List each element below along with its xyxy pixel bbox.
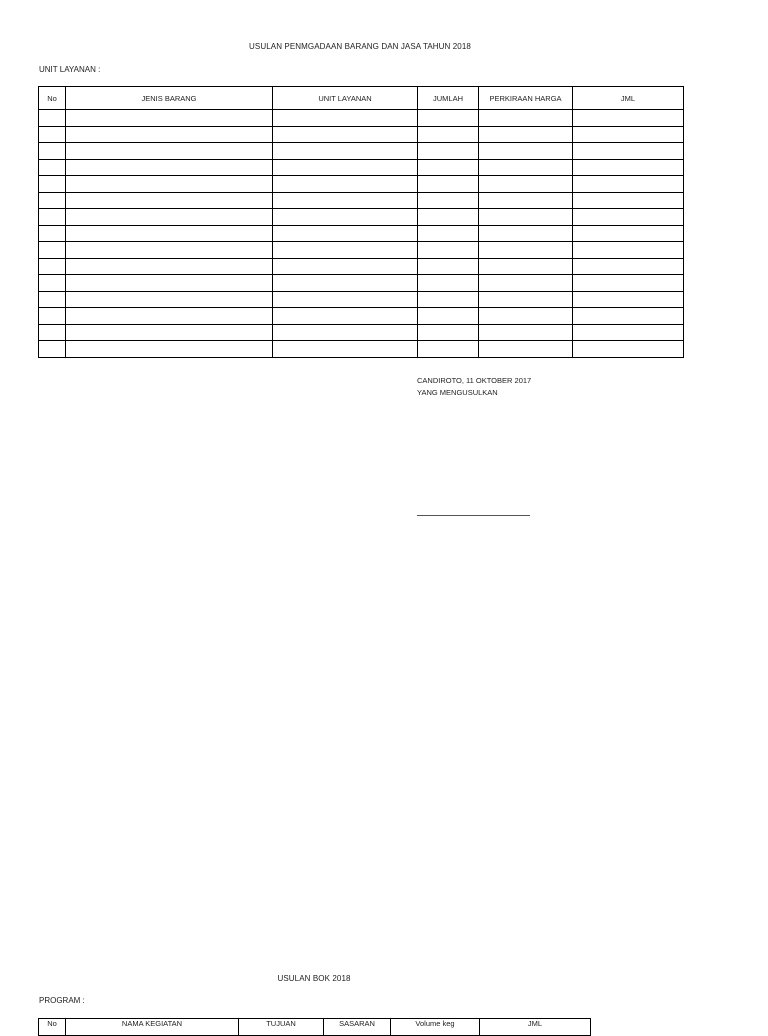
table-cell <box>418 242 479 259</box>
table-cell <box>418 308 479 325</box>
table-cell <box>418 159 479 176</box>
table-row <box>39 209 684 226</box>
header-jml: JML <box>480 1019 591 1036</box>
table-cell <box>66 275 273 292</box>
table-cell <box>273 159 418 176</box>
table-cell <box>66 209 273 226</box>
table-cell <box>479 275 573 292</box>
table-cell <box>418 143 479 160</box>
table-cell <box>573 159 684 176</box>
table-row <box>39 110 684 127</box>
table-cell <box>273 110 418 127</box>
table-row <box>39 126 684 143</box>
table-cell <box>66 143 273 160</box>
table-cell <box>39 209 66 226</box>
table-cell <box>573 192 684 209</box>
table-cell <box>66 242 273 259</box>
header-volume-keg: Volume keg <box>391 1019 480 1036</box>
table-cell <box>39 192 66 209</box>
table-cell <box>479 143 573 160</box>
header-sasaran: SASARAN <box>324 1019 391 1036</box>
table-cell <box>273 126 418 143</box>
table-row <box>39 242 684 259</box>
table-cell <box>273 308 418 325</box>
table-cell <box>573 143 684 160</box>
table-cell <box>573 242 684 259</box>
header-jumlah: JUMLAH <box>418 87 479 110</box>
table-cell <box>39 291 66 308</box>
table-row <box>39 143 684 160</box>
table-cell <box>479 209 573 226</box>
table-row <box>39 341 684 358</box>
table-cell <box>273 192 418 209</box>
table-cell <box>273 275 418 292</box>
table-row <box>39 192 684 209</box>
table-cell <box>573 275 684 292</box>
table-cell <box>418 324 479 341</box>
table-cell <box>39 110 66 127</box>
table-row <box>39 275 684 292</box>
table-cell <box>66 291 273 308</box>
table-cell <box>273 341 418 358</box>
header-jenis-barang: JENIS BARANG <box>66 87 273 110</box>
table-row <box>39 258 684 275</box>
table-row <box>39 291 684 308</box>
table-cell <box>273 209 418 226</box>
proposer-label: YANG MENGUSULKAN <box>417 388 498 397</box>
table-cell <box>573 225 684 242</box>
table-cell <box>273 242 418 259</box>
table-cell <box>418 110 479 127</box>
table-cell <box>66 159 273 176</box>
table-cell <box>573 324 684 341</box>
table-header-row <box>39 1019 591 1036</box>
table-cell <box>66 176 273 193</box>
table-cell <box>479 242 573 259</box>
table-cell <box>273 143 418 160</box>
table-cell <box>573 126 684 143</box>
header-unit-layanan: UNIT LAYANAN <box>273 87 418 110</box>
table-row <box>39 176 684 193</box>
table-cell <box>418 126 479 143</box>
table-cell <box>66 324 273 341</box>
header-nama-kegiatan: NAMA KEGIATAN <box>66 1019 239 1036</box>
table-cell <box>66 341 273 358</box>
table-cell <box>479 341 573 358</box>
form2-title: USULAN BOK 2018 <box>277 974 351 983</box>
table-row <box>39 225 684 242</box>
table-cell <box>479 324 573 341</box>
table-cell <box>66 110 273 127</box>
table-cell <box>66 308 273 325</box>
table-cell <box>39 258 66 275</box>
table-cell <box>479 192 573 209</box>
unit-layanan-label: UNIT LAYANAN : <box>39 65 101 74</box>
table-cell <box>39 275 66 292</box>
table-cell <box>479 176 573 193</box>
table-header-row <box>39 87 684 110</box>
table-cell <box>39 176 66 193</box>
table-cell <box>573 308 684 325</box>
place-date: CANDIROTO, 11 OKTOBER 2017 <box>417 376 532 385</box>
table-cell <box>573 110 684 127</box>
table-cell <box>479 159 573 176</box>
table-cell <box>573 341 684 358</box>
table-cell <box>479 308 573 325</box>
table-cell <box>418 192 479 209</box>
table-cell <box>479 126 573 143</box>
table-row <box>39 308 684 325</box>
program-label: PROGRAM : <box>39 996 85 1005</box>
table-cell <box>39 308 66 325</box>
table-cell <box>66 126 273 143</box>
table-cell <box>479 258 573 275</box>
table-cell <box>418 225 479 242</box>
table-cell <box>39 159 66 176</box>
table-cell <box>66 225 273 242</box>
table-cell <box>66 258 273 275</box>
table-cell <box>273 291 418 308</box>
signature-line <box>417 515 530 516</box>
procurement-table <box>38 86 684 358</box>
table-cell <box>39 341 66 358</box>
form1-title: USULAN PENMGADAAN BARANG DAN JASA TAHUN 2018 <box>249 42 471 51</box>
header-jml: JML <box>573 87 684 110</box>
table-cell <box>39 126 66 143</box>
header-tujuan: TUJUAN <box>239 1019 324 1036</box>
table-cell <box>418 341 479 358</box>
table-cell <box>273 225 418 242</box>
table-cell <box>273 324 418 341</box>
procurement-table-body <box>39 110 684 358</box>
table-cell <box>273 176 418 193</box>
table-cell <box>418 258 479 275</box>
table-cell <box>39 324 66 341</box>
header-no: No <box>39 87 66 110</box>
table-cell <box>39 242 66 259</box>
table-cell <box>479 110 573 127</box>
table-cell <box>479 225 573 242</box>
table-cell <box>418 176 479 193</box>
table-cell <box>573 209 684 226</box>
table-row <box>39 159 684 176</box>
table-row <box>39 324 684 341</box>
table-cell <box>39 143 66 160</box>
table-cell <box>573 291 684 308</box>
table-cell <box>418 291 479 308</box>
bok-table <box>38 1018 591 1036</box>
table-cell <box>479 291 573 308</box>
table-cell <box>418 275 479 292</box>
table-cell <box>418 209 479 226</box>
table-cell <box>273 258 418 275</box>
header-perkiraan-harga: PERKIRAAN HARGA <box>479 87 573 110</box>
table-cell <box>66 192 273 209</box>
table-cell <box>39 225 66 242</box>
table-cell <box>573 258 684 275</box>
table-cell <box>573 176 684 193</box>
header-no: No <box>39 1019 66 1036</box>
